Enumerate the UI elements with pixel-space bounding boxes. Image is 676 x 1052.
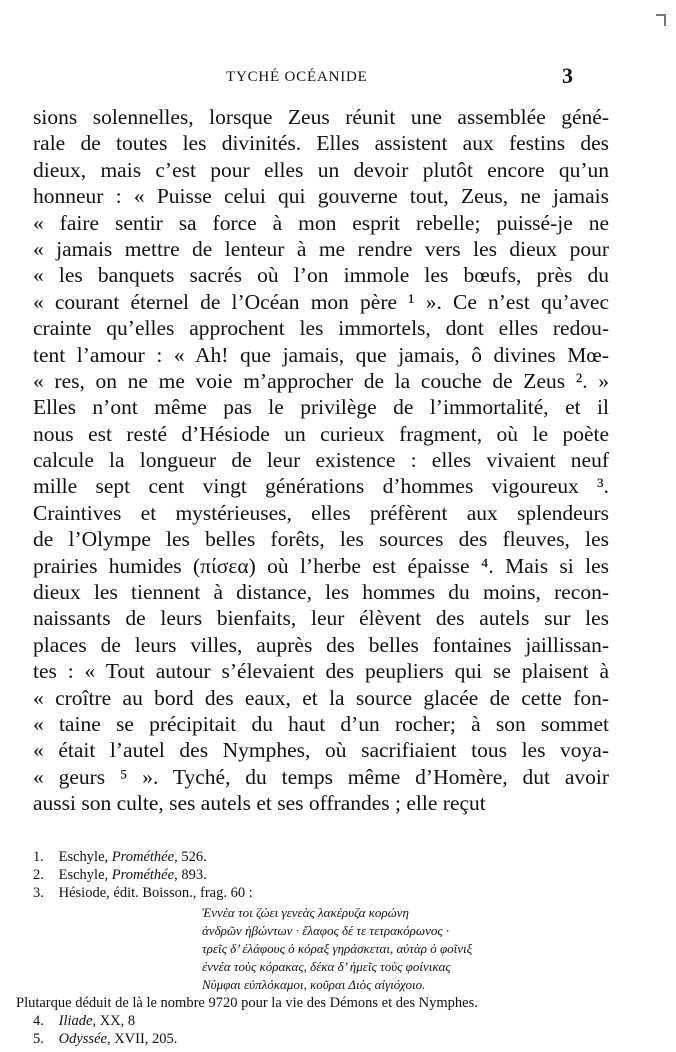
text-line: « res, on ne me voie m’approcher de la couche de Zeus ². » [33,368,609,393]
footnote-3: 3. Hésiode, édit. Boisson., frag. 60 : [33,885,253,901]
text-line: dieux les tiennent à distance, les hommes du moins, recon- [33,580,609,605]
text-line: « croître au bord des eaux, et la source glacée de cette fon- [33,685,609,710]
text-line: dieux, mais c’est pour elles un devoir plutôt encore qu’un [33,157,609,182]
text-line: aussi son culte, ses autels et ses offrandes ; elle reçut [33,791,486,816]
greek-verse-line: Ἐννέα τοι ζώει γενεὰς λακέρυζα κορώνη [202,905,409,920]
page-corner-mark [656,14,666,26]
text-line: « geurs ⁵ ». Tyché, du temps même d’Homère, dut avoir [33,764,609,789]
running-title: TYCHÉ OCÉANIDE [226,69,368,85]
text-line: naissants de leurs bienfaits, leur élèvent des autels sur les [33,606,609,631]
greek-verse-line: ἀνδρῶν ἡβώντων · ἔλαφος δέ τε τετρακόρωνος · [202,923,450,938]
text-line: nous est resté d’Hésiode un curieux fragment, où le poète [33,421,609,446]
greek-verse-line: τρεῖς δ’ ἐλάφους ὁ κόραξ γηράσκεται, αὐτὰρ ὁ φοῖνιξ [202,941,473,956]
text-line: « jamais mettre de lenteur à me rendre vers les dieux pour [33,236,609,261]
text-line: calcule la longueur de leur existence : elles vivaient neuf [33,448,609,473]
text-line: places de leurs villes, auprès des belles fontaines jaillissan- [33,632,609,657]
footnote-4: 4. Iliade, XX, 8 [33,1013,136,1029]
text-line: de l’Olympe les belles forêts, les sources des fleuves, les [33,527,609,552]
page-header [0,63,676,90]
text-line: mille sept cent vingt générations d’hommes vigoureux ³. [33,474,609,499]
footnote-plutarque: Plutarque déduit de là le nombre 9720 pour la vie des Démons et des Nymphes. [16,995,478,1011]
greek-verse-line: ἐννέα τοὺς κόρακας, δέκα δ’ ἡμεῖς τοὺς φοίνικας [202,959,451,974]
text-line: « taine se précipitait du haut d’un rocher; à son sommet [33,711,609,736]
text-line: Craintives et mystérieuses, elles préfèrent aux splendeurs [33,500,609,525]
main-text [33,104,609,817]
footnote-2: 2. Eschyle, Prométhée, 893. [33,867,207,883]
text-line: sions solennelles, lorsque Zeus réunit une assemblée géné- [33,105,609,129]
footnote-5: 5. Odyssée, XVII, 205. [33,1031,178,1047]
text-line: honneur : « Puisse celui qui gouverne tout, Zeus, ne jamais [33,184,609,209]
text-line: tes : « Tout autour s’élevaient des peupliers qui se plaisent à [33,659,609,684]
footnote-1: 1. Eschyle, Prométhée, 526. [33,849,207,865]
text-line: crainte qu’elles approchent les immortels, dont elles redou- [33,316,609,341]
text-line: « courant éternel de l’Océan mon père ¹ ». Ce n’est qu’avec [33,289,609,314]
text-line: « les banquets sacrés où l’on immole les bœufs, près du [33,263,609,288]
page-number: 3 [562,63,573,88]
text-line: tent l’amour : « Ah! que jamais, que jamais, ô divines Mœ- [33,342,609,367]
text-line: Elles n’ont même pas le privilège de l’immortalité, et il [33,395,609,420]
text-line: rale de toutes les divinités. Elles assistent aux festins des [33,131,609,156]
text-line: « faire sentir sa force à mon esprit rebelle; puissé-je ne [33,210,609,235]
greek-verse-line: Νύμφαι εὐπλόκαμοι, κοῦραι Διὸς αἰγιόχοιο. [202,977,426,992]
text-line: prairies humides (πίσεα) où l’herbe est épaisse ⁴. Mais si les [33,553,609,578]
text-line: « était l’autel des Nymphes, où sacrifiaient tous les voya- [33,738,609,763]
